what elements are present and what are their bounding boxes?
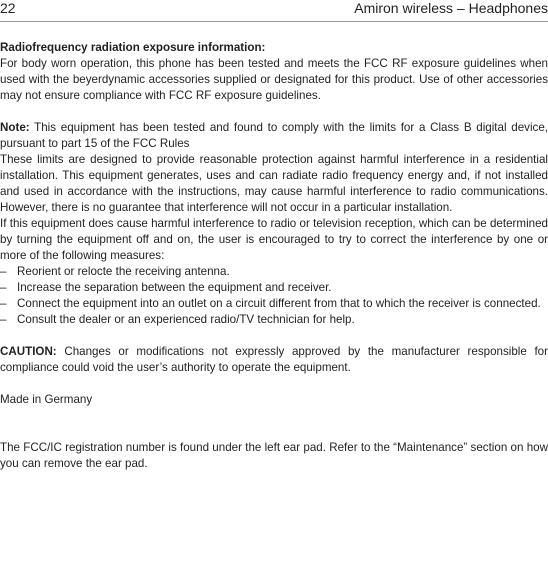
list-item [0, 264, 548, 280]
limits-paragraph: These limits are designed to provide reasonable protection against harmful interference in a residential installation. This equipment generates, uses and can radiate radio frequency energy and, if not installed and used in accordance with the instructions, may cause harmful interference to radio communications. However, there is no guarantee that interference will not occur in a particular installation. [0, 153, 548, 214]
rf-exposure-heading: Radiofrequency radiation exposure information: [0, 41, 266, 54]
made-in-label: Made in Germany [0, 393, 93, 406]
running-title: Amiron wireless – Headphones [354, 0, 548, 16]
spacer [0, 328, 548, 344]
list-item [0, 280, 548, 296]
note-text: This equipment has been tested and found to comply with the limits for a Class B digital device, pursuant to part 15 of the FCC Rules [0, 121, 548, 150]
registration-paragraph: The FCC/IC registration number is found under the left ear pad. Refer to the “Maintenance” section on how you can remove the ear pad. [0, 441, 548, 470]
spacer [0, 376, 548, 392]
document-body [0, 40, 548, 472]
spacer [0, 408, 548, 440]
rf-exposure-paragraph: For body worn operation, this phone has been tested and meets the FCC RF exposure guidelines when used with the beyerdynamic accessories supplied or designated for this product. Use of other accessories may not ensure compliance with FCC RF exposure guidelines. [0, 57, 548, 102]
list-item-text: Increase the separation between the equipment and receiver. [17, 281, 332, 294]
list-item-text: Connect the equipment into an outlet on a circuit different from that to which the receiver is connected. [17, 297, 541, 310]
list-dash: – [0, 265, 7, 278]
list-dash: – [0, 281, 7, 294]
list-dash: – [0, 297, 7, 310]
list-dash: – [0, 313, 7, 326]
list-item [0, 312, 548, 328]
list-item-text: Consult the dealer or an experienced radio/TV technician for help. [17, 313, 355, 326]
caution-label: CAUTION: [0, 345, 57, 358]
note-label: Note: [0, 121, 30, 134]
list-item-text: Reorient or relocte the receiving antenna. [17, 265, 230, 278]
spacer [0, 104, 548, 120]
caution-text: Changes or modifications not expressly approved by the manufacturer responsible for compliance could void the user’s authority to operate the equipment. [0, 345, 548, 374]
page-header [0, 0, 548, 22]
interference-paragraph: If this equipment does cause harmful interference to radio or television reception, which can be determined by turning the equipment off and on, the user is encouraged to try to correct the interference by one or more of the following measures: [0, 217, 548, 262]
page-number: 22 [0, 0, 16, 16]
header-divider [0, 21, 548, 22]
note-paragraph [0, 120, 548, 152]
measures-list [0, 264, 548, 328]
list-item [0, 296, 548, 312]
caution-paragraph [0, 344, 548, 376]
